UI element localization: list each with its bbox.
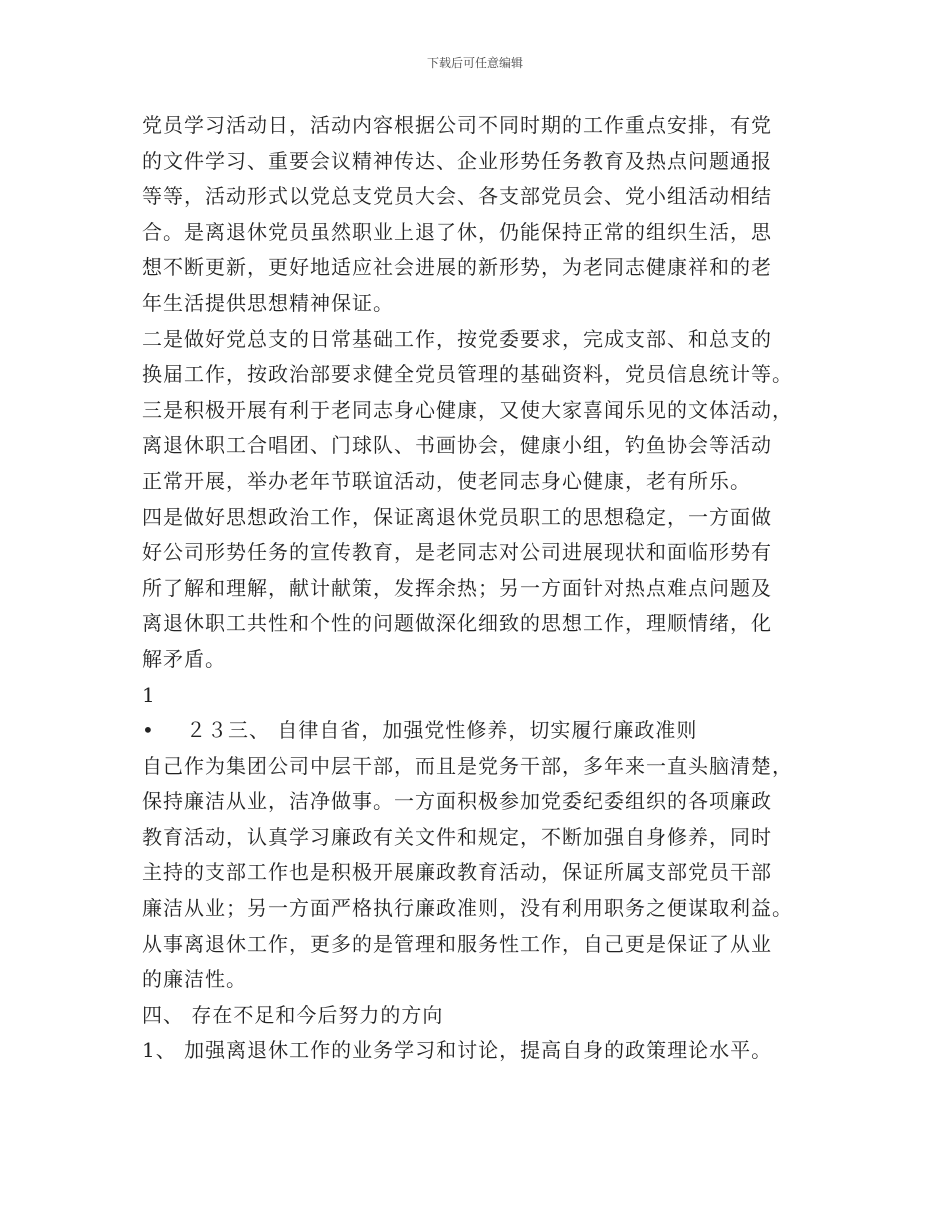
text-line: 解矛盾。 — [142, 646, 226, 671]
text-line: 合。是离退休党员虽然职业上退了休，仍能保持正常的组织生活，思 — [142, 219, 772, 244]
text-line: 换届工作，按政治部要求健全党员管理的基础资料，党员信息统计等。 — [142, 362, 793, 387]
page-number-text: 1 — [142, 682, 156, 707]
text-line: 的廉洁性。 — [142, 967, 247, 992]
text-line: 的文件学习、重要会议精神传达、企业形势任务教育及热点问题通报 — [142, 148, 772, 173]
text-line: 所了解和理解，献计献策，发挥余热；另一方面针对热点难点问题及 — [142, 575, 772, 600]
text-line: 三是积极开展有利于老同志身心健康，又使大家喜闻乐见的文体活动， — [142, 397, 793, 422]
text-line: 从事离退休工作，更多的是管理和服务性工作，自己更是保证了从业 — [142, 931, 772, 956]
list-item: 1、 加强离退休工作的业务学习和讨论，提高自身的政策理论水平。 — [142, 1038, 773, 1063]
text-line: 廉洁从业；另一方面严格执行廉政准则，没有利用职务之便谋取利益。 — [142, 896, 793, 921]
text-line: 离退休职工合唱团、门球队、书画协会，健康小组，钓鱼协会等活动 — [142, 433, 772, 458]
text-line: 党员学习活动日，活动内容根据公司不同时期的工作重点安排，有党 — [142, 113, 772, 137]
text-line: 年生活提供思想精神保证。 — [142, 290, 394, 315]
text-line: 离退休职工共性和个性的问题做深化细致的思想工作，理顺情绪，化 — [142, 611, 772, 636]
text-line: 主持的支部工作也是积极开展廉政教育活动，保证所属支部党员干部 — [142, 860, 772, 885]
bullet-heading-text: ２３三、 自律自省，加强党性修养，切实履行廉政准则 — [186, 718, 698, 743]
page-header: 下载后可任意编辑 — [426, 56, 523, 70]
text-line: 等等，活动形式以党总支党员大会、各支部党员会、党小组活动相结 — [142, 184, 772, 209]
text-line: 正常开展，举办老年节联谊活动，使老同志身心健康，老有所乐。 — [142, 468, 751, 493]
document-body — [142, 108, 822, 1069]
text-line: 教育活动，认真学习廉政有关文件和规定，不断加强自身修养，同时 — [142, 824, 772, 849]
bullet-icon: • — [142, 718, 155, 743]
text-line: 自己作为集团公司中层干部，而且是党务干部，多年来一直头脑清楚， — [142, 753, 793, 778]
text-line: 想不断更新，更好地适应社会进展的新形势，为老同志健康祥和的老 — [142, 255, 772, 280]
text-line: 四是做好思想政治工作，保证离退休党员职工的思想稳定，一方面做 — [142, 504, 772, 529]
text-line: 保持廉洁从业，洁净做事。一方面积极参加党委纪委组织的各项廉政 — [142, 789, 772, 814]
bullet-heading — [142, 713, 822, 749]
section-heading: 四、 存在不足和今后努力的方向 — [142, 1002, 444, 1027]
text-line: 好公司形势任务的宣传教育，是老同志对公司进展现状和面临形势有 — [142, 540, 772, 565]
text-line: 二是做好党总支的日常基础工作，按党委要求，完成支部、和总支的 — [142, 326, 772, 351]
